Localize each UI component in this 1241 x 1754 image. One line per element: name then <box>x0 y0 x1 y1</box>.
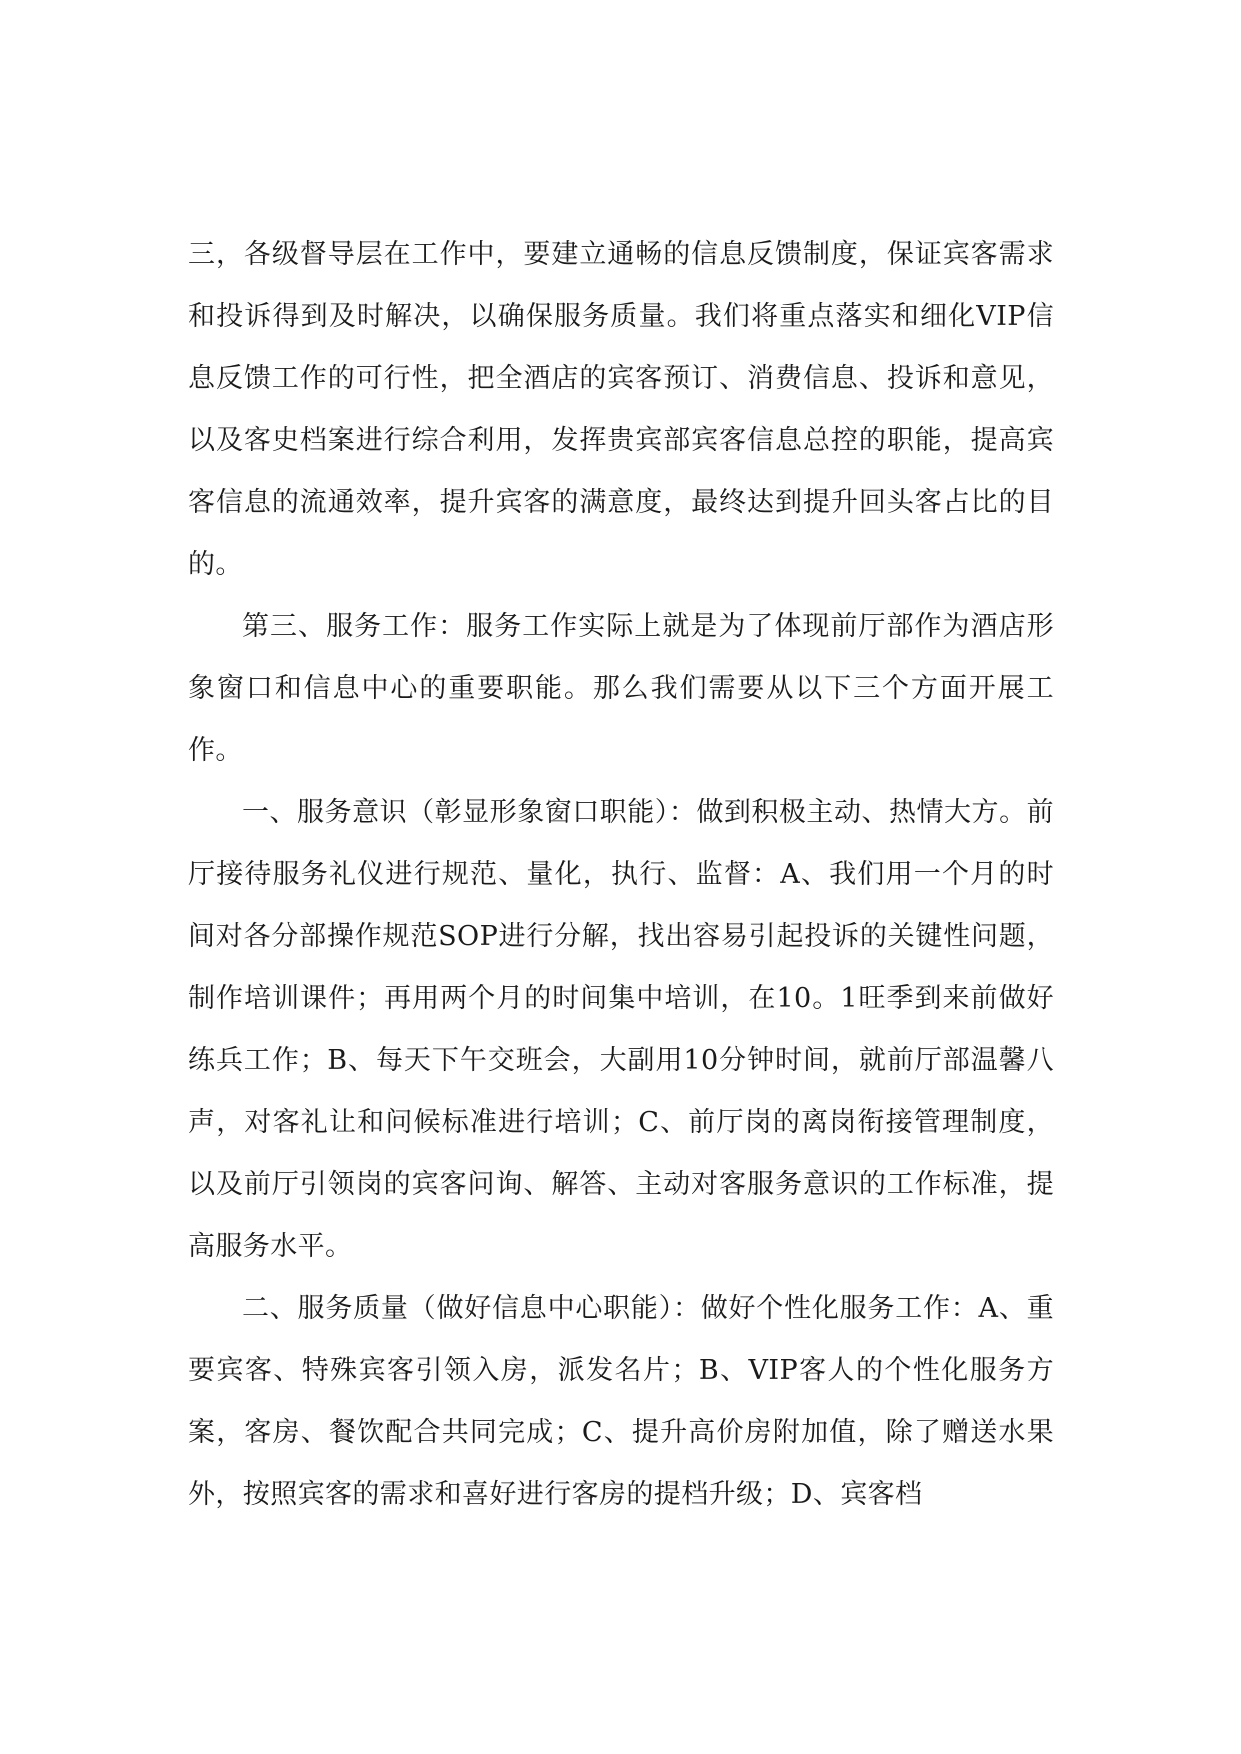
paragraph-service-work-intro: 第三、服务工作：服务工作实际上就是为了体现前厅部作为酒店形象窗口和信息中心的重要职能。那么我们需要从以下三个方面开展工作。 <box>188 611 1054 766</box>
paragraph-service-awareness: 一、服务意识（彰显形象窗口职能）：做到积极主动、热情大方。前厅接待服务礼仪进行规范、量化，执行、监督：A、我们用一个月的时间对各分部操作规范SOP进行分解，找出容易引起投诉的关键性问题，制作培训课件；再用两个月的时间集中培训，在10。1旺季到来前做好练兵工作；B、每天下午交班会，大副用10分钟时间，就前厅部温馨八声，对客礼让和问候标准进行培训；C、前厅岗的离岗衔接管理制度，以及前厅引领岗的宾客问询、解答、主动对客服务意识的工作标准，提高服务水平。 <box>188 797 1054 1262</box>
paragraph-service-quality: 二、服务质量（做好信息中心职能）：做好个性化服务工作：A、重要宾客、特殊宾客引领入房，派发名片；B、VIP客人的个性化服务方案，客房、餐饮配合共同完成；C、提升高价房附加值，除了赠送水果外，按照宾客的需求和喜好进行客房的提档升级；D、宾客档 <box>188 1293 1054 1510</box>
paragraph-supervision-feedback: 三，各级督导层在工作中，要建立通畅的信息反馈制度，保证宾客需求和投诉得到及时解决，以确保服务质量。我们将重点落实和细化VIP信息反馈工作的可行性，把全酒店的宾客预订、消费信息、投诉和意见，以及客史档案进行综合利用，发挥贵宾部宾客信息总控的职能，提高宾客信息的流通效率，提升宾客的满意度，最终达到提升回头客占比的目的。 <box>188 239 1054 580</box>
document-body <box>188 224 1054 1526</box>
